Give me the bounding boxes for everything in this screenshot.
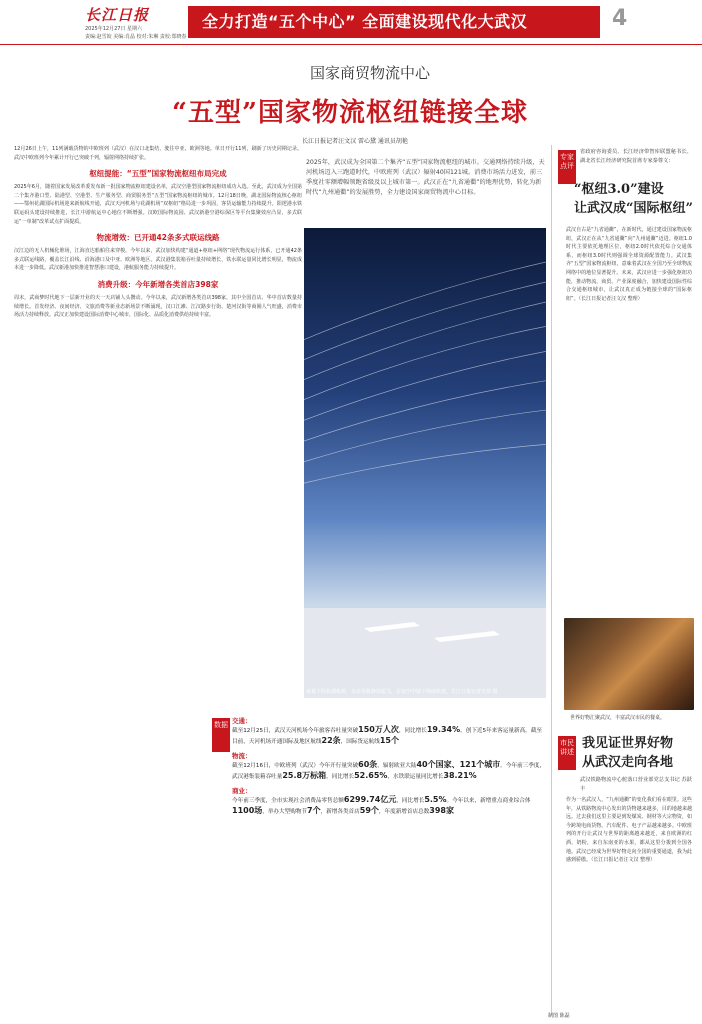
witness-speaker: 武汉铁路物流中心舵落口营业部党总支书记 苏跃丰 [580,777,692,792]
hub-paragraph: 2025年6月，随着国家发展改革委发布新一批国家物流枢纽建设名单，武汉空港型国家物流枢纽成功入选。至此，武汉成为全国第二个集齐港口型、陆港型、空港型、生产服务型、商贸服务型“五型”国家物流枢纽的城市。12月18日晚，湖北国际物流核心枢纽——鄂州花湖国际机场迎来新航线开通，武汉天河机场与花湖机场“双枢纽”格局进一步巩固，客货运输能力持续提升。阳逻港水铁联运码头建设持续推进，长江中游航运中心地位不断增强。汉欧国际物流园、武汉新港空港综保区等平台集聚效应凸显，多式联运“一单制”改革试点扩面提质。 [14,184,302,225]
photo-caption: 夜幕下的花湖机场，众多货机静待起飞，在夜空中留下绚丽轨迹。长江日报记者史伟 摄 [306,689,498,695]
expert-title-line1: “枢纽3.0”建设 [574,182,664,197]
lead-paragraph: 2025年，武汉成为全国第二个集齐“五型”国家物流枢纽的城市。交通网络持续升级，天河机场迈入三跑道时代，中欧班列（武汉）辐射40国121城。消费市场活力迸发，前三季度社零额增幅领跑省级及以上城市第一。武汉正在“九省通衢”的地理优势，转化为新时代“九州通衢”的发展胜势，全力建设国家商贸物流中心目标。 [306,159,545,196]
editor-credits: 责编:赵雪皎 美编:肖晶 校对:朱琳 责校:郑晓春 [85,34,187,40]
column-divider [551,145,552,1015]
intro-paragraph: 12月26日上午，11列满载货物的中欧班列（武汉）在汉口北集结，驶往中亚、欧洲等地。单日开行11列，刷新了历史同期记录。武汉中欧班列今年累计开行已突破千列，辐射网络持续扩张。 [14,146,302,161]
newspaper-logo: 长江日报 [85,6,150,24]
expert-intro: 省政府咨询委员、长江经济带智库联盟秘书长、湖北省长江经济研究院首席专家秦尊文： [580,149,692,164]
data-block [232,712,546,817]
headline: “五型”国家物流枢纽链接全球 [172,98,528,128]
airport-night-photo [304,228,546,698]
section-banner: 全力打造“五个中心” 全面建设现代化大武汉 [188,6,600,38]
expert-title [574,180,693,218]
transport-row: 截至12月25日，武汉天河机场今年旅客吞吐量突破150万人次，同比增长19.34%，创下近5年来客运量新高。截至目前，天河机场开通国际及地区航线22条，国际货运航线15个 [232,725,543,745]
subhead-consumption: 消费升级：今年新增各类首店398家 [97,279,219,289]
transport-label: 交通： [232,717,252,725]
byline: 长江日报记者汪文汉 雷心黛 通讯员胡艳 [302,138,408,145]
witness-tag: 市民讲述 [558,736,576,770]
food-photo-caption: 世界好物汇聚武汉，丰富武汉市民的餐桌。 [570,715,666,721]
main-body-column [14,145,302,320]
expert-title-line2: 让武汉成“国际枢纽” [574,201,693,216]
witness-title-line2: 从武汉走向各地 [582,755,674,770]
header-rule [0,44,702,45]
light-trails-graphic [304,228,546,698]
logistics-paragraph: 汉江边的无人机械化堆场，江海直达船舶往来穿梭。今年以来，武汉加快构建“通道+枢纽+网络”现代物流运行体系，已开通42条多式联运线路，覆盖长江沿线、沿海港口及中亚、欧洲等地区。武汉港集装箱吞吐量持续增长，铁水联运量同比增长明显，物流成本进一步降低。武汉新港加快推进智慧港口建设，港航服务能力持续提升。 [14,248,302,272]
food-photo [564,618,694,710]
logistics-label: 物流： [232,752,252,760]
expert-body: 武汉自古是“九省通衢”，在新时代，通过建设国家物流枢纽，武汉正在从“九省通衢”向“九州通衢”迈进。枢纽1.0时代主要依托地理区位，枢纽2.0时代依托综合交通体系，而枢纽3.0时代则强调全球资源配置能力。武汉集齐“五型”国家物流枢纽，意味着武汉在全国乃至全球物流网络中的地位显著提升。未来，武汉应进一步强化枢纽功能，推动物流、商贸、产业深度融合，加快建设国际性综合交通枢纽城市，让武汉真正成为链接全球的“国际枢纽”。（长江日报记者汪文汉 整理） [566,227,692,302]
issue-date: 2025年12月27日 星期六 [85,26,143,32]
graphic-credit: 制图 陈磊 [548,1013,570,1019]
data-tag: 数据 [212,718,230,752]
logistics-row: 截至12月16日，中欧班列（武汉）今年开行量突破60条，辐射欧亚大陆40个国家、121个城市。今年前三季度，武汉港集装箱吞吐量25.8万标箱，同比增长52.65%，水铁联运量同比增长38.21% [232,760,546,780]
kicker: 国家商贸物流中心 [309,64,430,82]
subhead-logistics: 物流增效：已开通42条多式联运线路 [96,233,220,243]
witness-title-line1: 我见证世界好物 [582,736,674,751]
expert-tag: 专家点评 [558,150,576,184]
commerce-row: 今年前三季度，全市实现社会消费品零售总额6299.74亿元，同比增长5.5%。今年以来，新增重点商业综合体1100场，举办大型购物节7个，新增各类首店59个，年度新增首店总数398家 [232,795,531,815]
subhead-hub: 枢纽提能：“五型”国家物流枢纽布局完成 [89,169,227,179]
commerce-label: 商业： [232,787,252,795]
witness-title [582,734,673,772]
page-number: 4 [612,6,628,31]
witness-body: 作为一名武汉人，“九州通衢”的变化我们看在眼里。这些年，从铁路物流中心发出的货物越来越多，目的地越来越远。过去我们这里主要是到发煤炭、钢材等大宗物资，如今跨境电商货物、汽车配件、电子产品越来越多。中欧班列的开行让武汉与世界的距离越来越近，来自欧洲的红酒、奶粉，来自东南亚的水果，都从这里分拨到全国各地。武汉已经成为世界好物走向全国的重要通道，我为此感到骄傲。（长江日报记者汪文汉 整理） [566,797,692,864]
consumption-paragraph: 周末，武商梦时代地下一层新开业的天一天店铺人头攒动。今年以来，武汉新增各类首店398家，其中全国首店、华中首店数量持续增长。首发经济、夜间经济、文旅消费等新业态新场景不断涌现，汉口江滩、江汉路步行街、楚河汉街等商圈人气旺盛，消费市场活力持续释放。武汉正加快建设国际消费中心城市，国际化、品质化消费供给持续丰富。 [14,294,302,319]
